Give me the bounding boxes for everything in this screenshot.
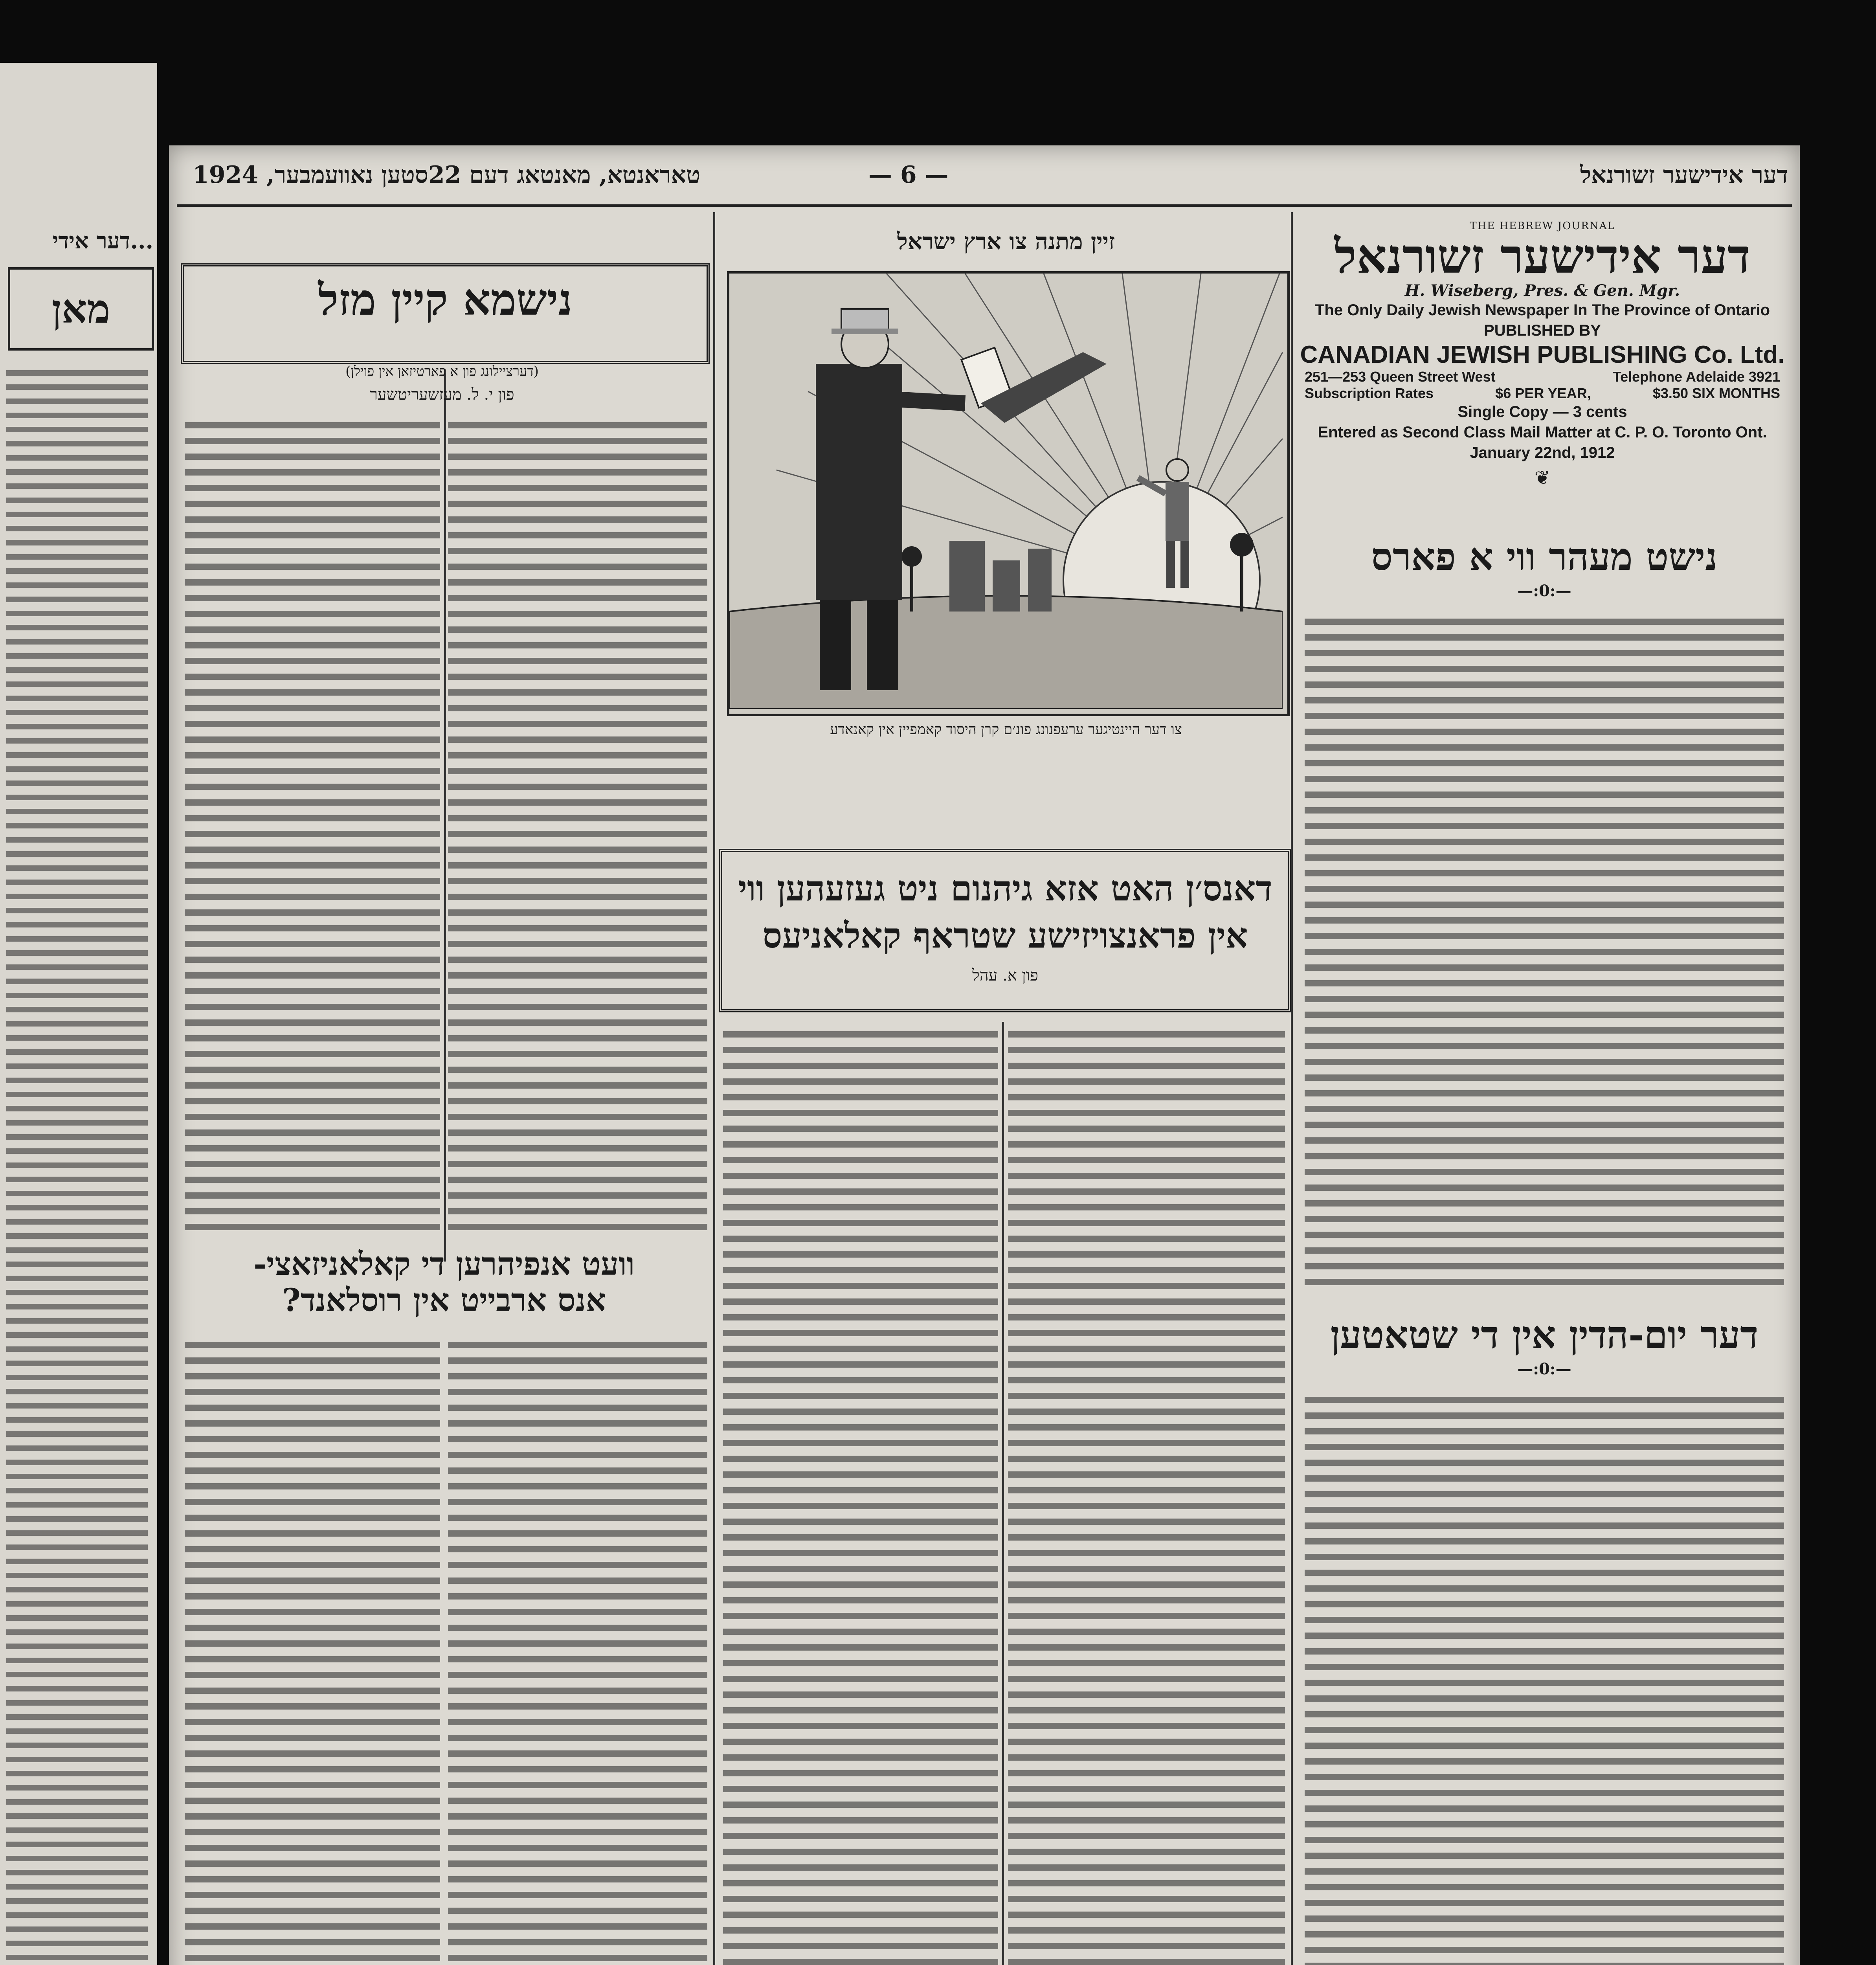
previous-page-boxed-headline: מאן bbox=[8, 267, 154, 351]
previous-page-text-column bbox=[6, 362, 148, 1965]
header-divider bbox=[177, 204, 1792, 207]
cartoon-caption: צו דער היינטיגער ערעפנונג פונ׳ם קרן היסוד קאמפיין אין קאנאדע bbox=[830, 722, 1182, 738]
colony-headline-line1: וועט אנפיהרען די קאלאניזאצי- bbox=[253, 1245, 635, 1282]
masthead-rates-value: $6 PER YEAR, bbox=[1495, 385, 1591, 401]
colony-text-left bbox=[185, 1332, 440, 1965]
colony-headline bbox=[185, 1246, 703, 1318]
yom-text bbox=[1305, 1387, 1784, 1965]
column-divider bbox=[444, 369, 446, 1262]
cartoon-title: זיין מתנה צו ארץ ישראל bbox=[897, 228, 1115, 255]
page-header-right: דער אידישער זשורנאל bbox=[1580, 161, 1788, 189]
masthead-title: דער אידישער זשורנאל bbox=[1334, 229, 1750, 284]
neshome-text-right bbox=[448, 413, 707, 1230]
neshome-text-left bbox=[185, 413, 440, 1230]
masthead-telephone: Telephone Adelaide 3921 bbox=[1612, 369, 1780, 385]
neshome-title: נישמא קיין מזל bbox=[318, 274, 573, 325]
masthead-entered: Entered as Second Class Mail Matter at C. P. O. Toronto Ont. bbox=[1318, 424, 1767, 441]
masthead-single-copy: Single Copy — 3 cents bbox=[1457, 403, 1627, 421]
masthead-six-months: $3.50 SIX MONTHS bbox=[1652, 385, 1780, 401]
masthead-address-row bbox=[1297, 369, 1788, 385]
masthead-rates-row bbox=[1297, 385, 1788, 402]
neshome-author: פון י. ל. מעזשעריטשער bbox=[370, 386, 514, 404]
dance-headline-line1: דאנס׳ן האט אזא גיהנום ניט געזעהען ווי bbox=[738, 868, 1272, 909]
yom-headline: דער יום-הדין אין די שטאטען bbox=[1330, 1313, 1759, 1357]
neshome-headline-box bbox=[181, 263, 710, 364]
column-divider bbox=[713, 212, 715, 1965]
newspaper-page bbox=[169, 145, 1800, 1965]
dance-text-right bbox=[1008, 1022, 1285, 1965]
dance-text-left bbox=[723, 1022, 998, 1965]
column-divider bbox=[1002, 1022, 1004, 1965]
masthead-published-by: PUBLISHED BY bbox=[1484, 322, 1601, 339]
masthead-english-small: THE HEBREW JOURNAL bbox=[1470, 220, 1615, 232]
column-divider bbox=[1291, 212, 1293, 1965]
masthead-address: 251—253 Queen Street West bbox=[1305, 369, 1496, 385]
yom-divider-mark: —:0:— bbox=[1517, 1360, 1571, 1378]
colony-text-right bbox=[448, 1332, 707, 1965]
masthead-date: January 22nd, 1912 bbox=[1470, 444, 1615, 461]
masthead-editor: H. Wiseberg, Pres. & Gen. Mgr. bbox=[1404, 281, 1680, 300]
dance-headline-line2: אין פראנצויזישע שטראף קאלאניעס bbox=[762, 915, 1248, 956]
colony-headline-line2: אנס ארבייט אין רוסלאנד? bbox=[282, 1282, 606, 1319]
masthead-publisher: CANADIAN JEWISH PUBLISHING Co. Ltd. bbox=[1300, 341, 1785, 368]
buildings bbox=[949, 541, 1052, 612]
neshome-subtitle: (דערציילונג פון א פארטיזאן אין פוילן) bbox=[345, 364, 539, 379]
editorial-cartoon bbox=[727, 271, 1290, 716]
dance-byline: פון א. עהל bbox=[972, 966, 1038, 984]
dance-headline-box bbox=[719, 849, 1291, 1012]
nisht-divider-mark: —:0:— bbox=[1517, 582, 1571, 600]
masthead-tagline: The Only Daily Jewish Newspaper In The Province of Ontario bbox=[1314, 301, 1770, 319]
masthead bbox=[1297, 220, 1788, 542]
cartoon-illustration bbox=[729, 274, 1283, 709]
page-header-left: טאראנטא, מאנטאג דעם 22סטען נאוועמבער, 1924 bbox=[193, 161, 701, 189]
previous-page-strip bbox=[0, 63, 157, 1965]
nisht-text bbox=[1305, 609, 1784, 1293]
masthead-rates-label: Subscription Rates bbox=[1305, 385, 1434, 401]
ornament-icon: ❦ bbox=[1534, 467, 1551, 489]
previous-page-header: ...דער אידי bbox=[52, 228, 153, 254]
page-number: — 6 — bbox=[868, 161, 949, 189]
nisht-headline: נישט מעהר ווי א פארס bbox=[1371, 534, 1718, 579]
ground bbox=[729, 596, 1283, 709]
